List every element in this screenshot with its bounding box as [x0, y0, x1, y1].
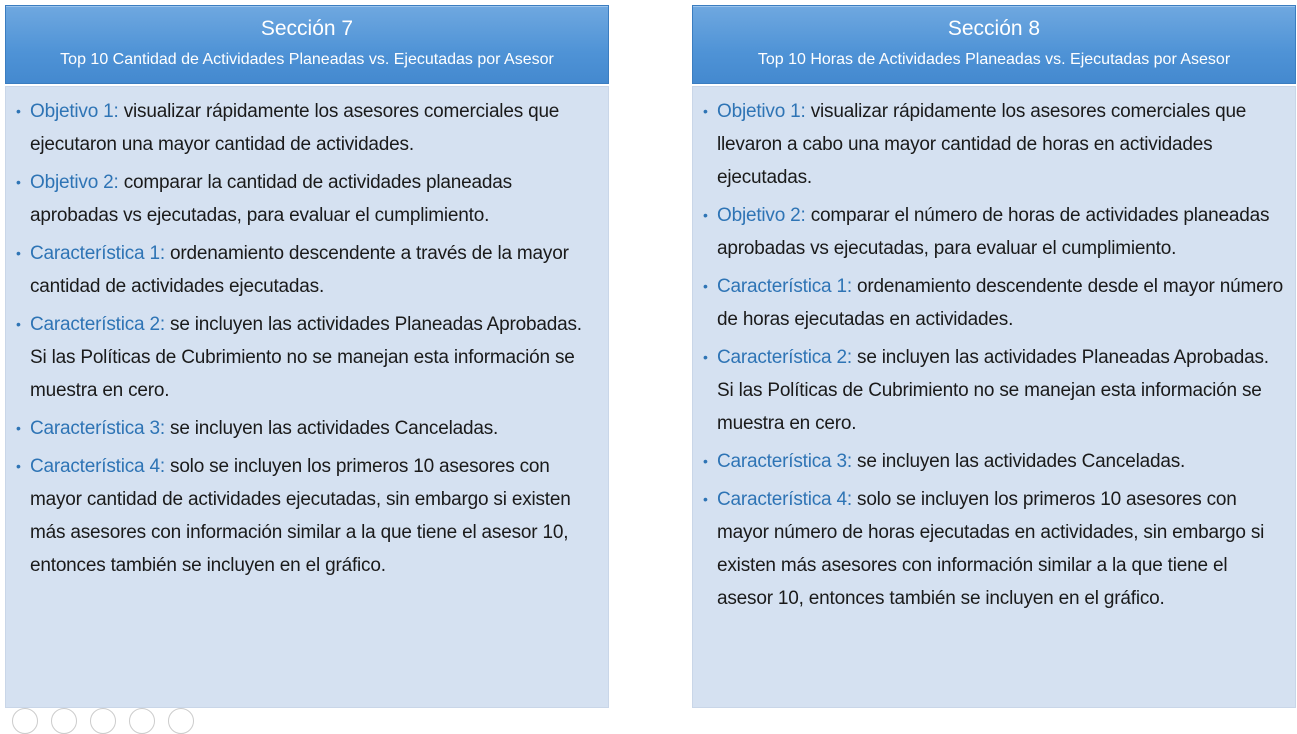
nav-dot[interactable]	[12, 708, 38, 734]
item-text: se incluyen las actividades Canceladas.	[851, 451, 1186, 472]
bullet-item	[16, 237, 596, 303]
section-subtitle: Top 10 Horas de Actividades Planeadas vs. Ejecutadas por Asesor	[757, 51, 1231, 68]
bullet-item	[703, 483, 1283, 615]
section-title: Sección 8	[947, 17, 1041, 40]
bullet-item	[703, 341, 1283, 440]
bullet-icon: •	[16, 458, 21, 474]
item-text: se incluyen las actividades Planeadas Aprobadas. Si las Políticas de Cubrimiento no se manejan esta información se muestra en cero.	[717, 347, 1269, 434]
bullet-item	[16, 308, 596, 407]
item-label: Objetivo 1:	[717, 101, 806, 122]
bullet-item	[16, 412, 596, 445]
nav-dot[interactable]	[168, 708, 194, 734]
item-label: Objetivo 2:	[30, 172, 119, 193]
section-body	[692, 86, 1296, 708]
item-label: Característica 1:	[717, 276, 852, 297]
item-label: Característica 4:	[717, 489, 852, 510]
bullet-icon: •	[16, 174, 21, 190]
item-label: Característica 3:	[30, 418, 165, 439]
bullet-icon: •	[703, 453, 708, 469]
nav-dot[interactable]	[129, 708, 155, 734]
bullet-icon: •	[703, 349, 708, 365]
bullet-icon: •	[16, 316, 21, 332]
item-label: Característica 2:	[30, 314, 165, 335]
bullet-item	[16, 95, 596, 161]
section-header	[5, 5, 609, 84]
bullet-icon: •	[703, 207, 708, 223]
bullet-icon: •	[703, 491, 708, 507]
section-title: Sección 7	[260, 17, 354, 40]
item-label: Característica 3:	[717, 451, 852, 472]
item-text: visualizar rápidamente los asesores comerciales que ejecutaron una mayor cantidad de actividades.	[30, 101, 560, 155]
item-label: Objetivo 2:	[717, 205, 806, 226]
item-label: Característica 2:	[717, 347, 852, 368]
item-text: ordenamiento descendente a través de la mayor cantidad de actividades ejecutadas.	[30, 243, 569, 297]
nav-dot[interactable]	[90, 708, 116, 734]
bullet-item	[16, 166, 596, 232]
section-body	[5, 86, 609, 708]
bullet-icon: •	[16, 420, 21, 436]
item-text: solo se incluyen los primeros 10 asesores con mayor cantidad de actividades ejecutadas, sin embargo si existen más asesores con información similar a la que tiene el asesor 10, entonces también se incluyen en el gráfico.	[30, 456, 571, 576]
section-subtitle: Top 10 Cantidad de Actividades Planeadas vs. Ejecutadas por Asesor	[60, 51, 554, 68]
section-7-panel	[5, 5, 609, 708]
item-text: se incluyen las actividades Planeadas Aprobadas. Si las Políticas de Cubrimiento no se manejan esta información se muestra en cero.	[30, 314, 582, 401]
item-text: comparar la cantidad de actividades planeadas aprobadas vs ejecutadas, para evaluar el cumplimiento.	[30, 172, 512, 226]
bullet-item	[703, 445, 1283, 478]
section-header	[692, 5, 1296, 84]
nav-dot[interactable]	[51, 708, 77, 734]
item-text: solo se incluyen los primeros 10 asesores con mayor número de horas ejecutadas en actividades, sin embargo si existen más asesores con información similar a la que tiene el asesor 10, entonces también se incluyen en el gráfico.	[717, 489, 1265, 609]
bullet-icon: •	[703, 103, 708, 119]
bullet-icon: •	[16, 245, 21, 261]
bullet-item	[16, 450, 596, 582]
bullet-item	[703, 270, 1283, 336]
bullet-item	[703, 199, 1283, 265]
bullet-icon: •	[16, 103, 21, 119]
item-text: ordenamiento descendente desde el mayor número de horas ejecutadas en actividades.	[717, 276, 1283, 330]
item-text: se incluyen las actividades Canceladas.	[164, 418, 499, 439]
bullet-icon: •	[703, 278, 708, 294]
slide-nav-dots	[12, 708, 194, 734]
item-label: Objetivo 1:	[30, 101, 119, 122]
section-8-panel	[692, 5, 1296, 708]
item-text: comparar el número de horas de actividades planeadas aprobadas vs ejecutadas, para evaluar el cumplimiento.	[717, 205, 1270, 259]
item-label: Característica 4:	[30, 456, 165, 477]
bullet-item	[703, 95, 1283, 194]
item-text: visualizar rápidamente los asesores comerciales que llevaron a cabo una mayor cantidad de horas en actividades ejecutadas.	[717, 101, 1247, 188]
item-label: Característica 1:	[30, 243, 165, 264]
